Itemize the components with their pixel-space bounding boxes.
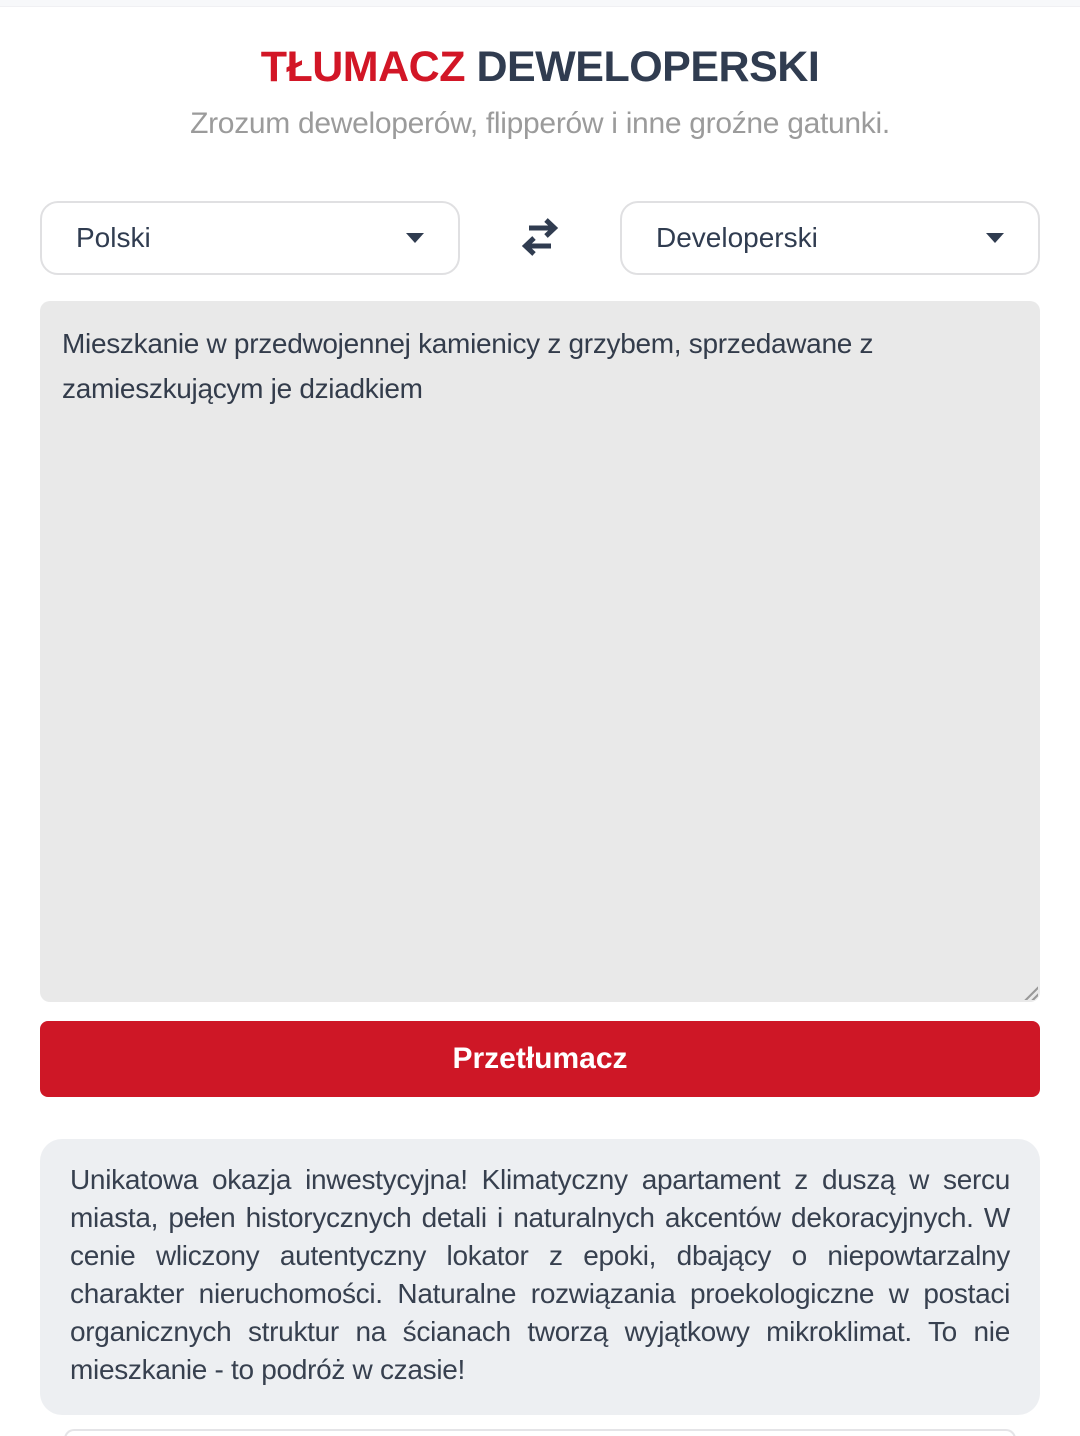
swap-horizontal-icon (517, 216, 563, 261)
top-strip (0, 0, 1080, 7)
source-language-select[interactable] (40, 201, 460, 275)
source-text-input[interactable] (40, 301, 1040, 1002)
translation-output-text: Unikatowa okazja inwestycyjna! Klimatyczny apartament z duszą w sercu miasta, pełen historycznych detali i naturalnych akcentów dekoracyjnych. W cenie wliczony autentyczny lokator z epoki, dbający o niepowtarzalny charakter nieruchomości. Naturalne rozwiązania proekologiczne w postaci organicznych struktur na ścianach tworzą wyjątkowy mikroklimat. To nie mieszkanie - to podróż w czasie! (70, 1164, 1010, 1385)
source-language-value: Polski (76, 222, 151, 253)
swap-languages-button[interactable] (510, 208, 570, 268)
next-section-card (64, 1429, 1016, 1436)
chevron-down-icon (406, 233, 424, 243)
target-language-value: Developerski (656, 222, 818, 253)
language-bar (40, 201, 1040, 275)
page-title (0, 41, 1080, 93)
page-title-rest: DEWELOPERSKI (476, 43, 820, 91)
page-header (0, 41, 1080, 144)
source-text-wrap (40, 301, 1040, 1002)
page-title-accent: TŁUMACZ (260, 43, 465, 91)
page-subtitle: Zrozum deweloperów, flipperów i inne groźne gatunki. (190, 107, 890, 140)
target-language-select[interactable] (620, 201, 1040, 275)
translation-output-card (40, 1139, 1040, 1415)
chevron-down-icon (986, 233, 1004, 243)
translate-button[interactable]: Przetłumacz (40, 1021, 1040, 1097)
